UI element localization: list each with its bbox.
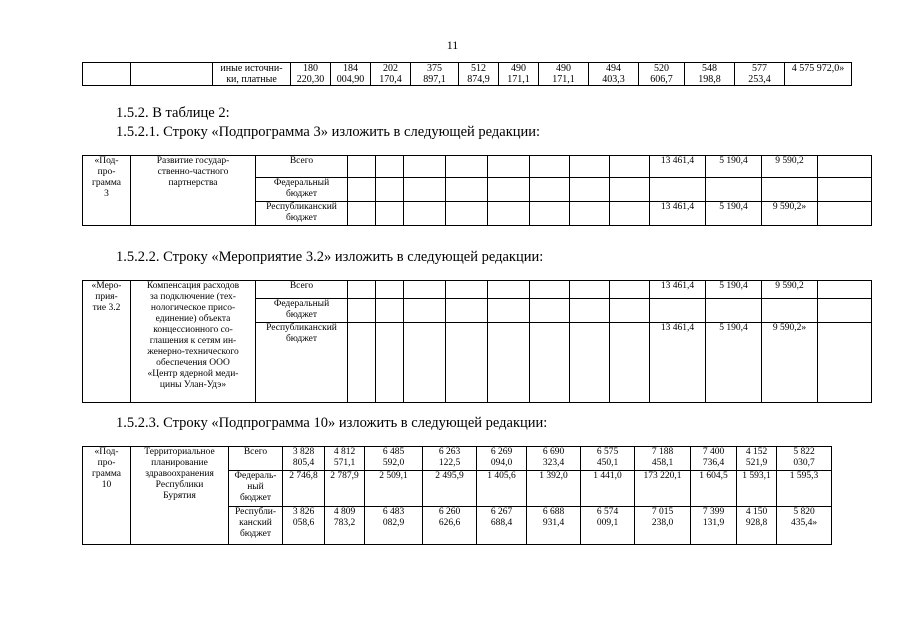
value-cell: 6 267 688,4 <box>477 507 527 545</box>
source-cell: Республиканский бюджет <box>256 323 348 403</box>
heading-1-5-2-1: 1.5.2.1. Строку «Подпрограмма 3» изложить в следующей редакции: <box>116 124 541 140</box>
value-cell: 548 198,8 <box>685 63 735 86</box>
value-cell: 1 593,1 <box>737 471 777 507</box>
value-cell: 4 809 783,2 <box>325 507 365 545</box>
value-cell: 13 461,4 <box>650 156 706 178</box>
value-cell: 490 171,1 <box>539 63 589 86</box>
table-row <box>83 447 832 471</box>
value-cell: 6 575 450,1 <box>581 447 635 471</box>
value-cell: 6 263 122,5 <box>423 447 477 471</box>
source-cell: Федеральный бюджет <box>256 178 348 202</box>
table-subprogram-10 <box>82 446 832 545</box>
value-cell: 3 828 805,4 <box>283 447 325 471</box>
value-cell: 1 595,3 <box>777 471 832 507</box>
value-cell: 4 812 571,1 <box>325 447 365 471</box>
table-activity-3-2 <box>82 280 872 403</box>
value-cell: 5 820 435,4» <box>777 507 832 545</box>
table-subprogram-3 <box>82 155 872 226</box>
code-cell: «Меро- прия- тие 3.2 <box>83 281 131 403</box>
value-cell: 6 690 323,4 <box>527 447 581 471</box>
value-cell: 520 606,7 <box>639 63 685 86</box>
heading-1-5-2-3: 1.5.2.3. Строку «Подпрограмма 10» изложить в следующей редакции: <box>116 415 548 431</box>
value-cell: 4 152 521,9 <box>737 447 777 471</box>
source-cell: Всего <box>256 281 348 299</box>
source-cell: Федеральный бюджет <box>256 299 348 323</box>
value-cell: 7 188 458,1 <box>635 447 691 471</box>
value-cell: 173 220,1 <box>635 471 691 507</box>
name-cell: Развитие государ- ственно-частного партнерства <box>131 156 256 226</box>
value-cell: 6 688 931,4 <box>527 507 581 545</box>
name-cell: Территориальное планирование здравоохранения Республики Бурятия <box>131 447 229 545</box>
value-cell: 7 399 131,9 <box>691 507 737 545</box>
value-cell: 7 400 736,4 <box>691 447 737 471</box>
value-cell: 6 485 592,0 <box>365 447 423 471</box>
value-cell: 2 509,1 <box>365 471 423 507</box>
source-cell: иные источни- ки, платные <box>213 63 291 86</box>
value-cell: 6 269 094,0 <box>477 447 527 471</box>
value-cell: 7 015 238,0 <box>635 507 691 545</box>
source-cell: Республи- канский бюджет <box>229 507 283 545</box>
value-cell: 577 253,4 <box>735 63 785 86</box>
value-cell: 3 826 058,6 <box>283 507 325 545</box>
total-cell: 4 575 972,0» <box>785 63 852 86</box>
heading-1-5-2-2: 1.5.2.2. Строку «Мероприятие 3.2» изложить в следующей редакции: <box>116 249 544 265</box>
page-number: 11 <box>446 38 459 52</box>
value-cell: 494 403,3 <box>589 63 639 86</box>
value-cell: 6 483 082,9 <box>365 507 423 545</box>
value-cell: 490 171,1 <box>499 63 539 86</box>
value-cell: 5 190,4 <box>706 202 762 226</box>
source-cell: Республиканский бюджет <box>256 202 348 226</box>
value-cell: 2 495,9 <box>423 471 477 507</box>
value-cell: 9 590,2 <box>762 156 818 178</box>
value-cell: 4 150 928,8 <box>737 507 777 545</box>
source-cell: Всего <box>256 156 348 178</box>
value-cell: 1 405,6 <box>477 471 527 507</box>
value-cell: 13 461,4 <box>650 202 706 226</box>
value-cell: 9 590,2» <box>762 323 818 403</box>
value-cell: 6 574 009,1 <box>581 507 635 545</box>
value-cell: 2 746,8 <box>283 471 325 507</box>
value-cell: 512 874,9 <box>459 63 499 86</box>
value-cell: 9 590,2 <box>762 281 818 299</box>
value-cell: 5 822 030,7 <box>777 447 832 471</box>
value-cell: 6 260 626,6 <box>423 507 477 545</box>
value-cell: 1 604,5 <box>691 471 737 507</box>
value-cell: 184 004,90 <box>331 63 371 86</box>
code-cell: «Под- про- грамма 3 <box>83 156 131 226</box>
value-cell: 9 590,2» <box>762 202 818 226</box>
value-cell: 2 787,9 <box>325 471 365 507</box>
heading-1-5-2: 1.5.2. В таблице 2: <box>116 105 230 121</box>
value-cell: 202 170,4 <box>371 63 411 86</box>
value-cell: 180 220,30 <box>291 63 331 86</box>
value-cell: 5 190,4 <box>706 323 762 403</box>
code-cell: «Под- про- грамма 10 <box>83 447 131 545</box>
value-cell: 5 190,4 <box>706 156 762 178</box>
value-cell: 13 461,4 <box>650 281 706 299</box>
table-continuation <box>82 62 852 86</box>
table-row <box>83 281 872 299</box>
value-cell: 5 190,4 <box>706 281 762 299</box>
source-cell: Федераль- ный бюджет <box>229 471 283 507</box>
value-cell: 13 461,4 <box>650 323 706 403</box>
source-cell: Всего <box>229 447 283 471</box>
value-cell: 1 392,0 <box>527 471 581 507</box>
value-cell: 375 897,1 <box>411 63 459 86</box>
value-cell: 1 441,0 <box>581 471 635 507</box>
name-cell: Компенсация расходов за подключение (тех- нологическое присо- единение) объекта концессионного со- глашения к сетям ин- женерно-технического обеспечения ООО «Центр ядерной меди- цины Улан-Удэ» <box>131 281 256 403</box>
table-row <box>83 63 852 86</box>
table-row <box>83 156 872 178</box>
